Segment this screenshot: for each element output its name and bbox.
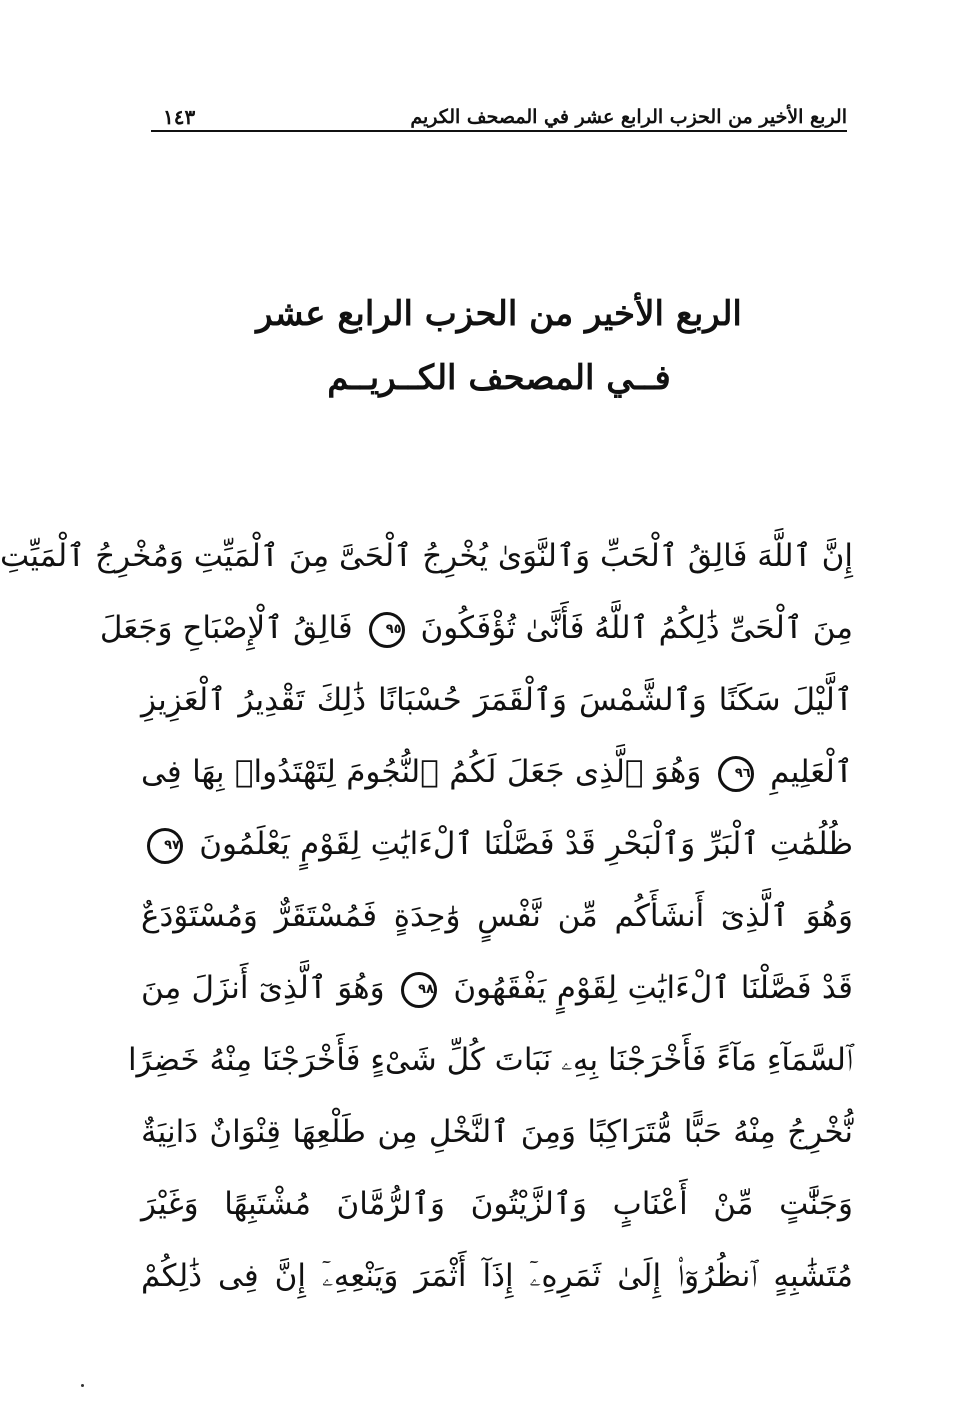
verse-line-3 bbox=[141, 664, 853, 736]
verse-line-9 bbox=[141, 1096, 853, 1168]
verse-text: ظُلُمَٰتِ ٱلْبَرِّ وَٱلْبَحْرِ قَدْ فَصَّلْنَا ٱلْءَايَٰتِ لِقَوْمٍ يَعْلَمُونَ bbox=[199, 826, 854, 862]
verse-line-11 bbox=[141, 1240, 853, 1312]
verse-line-1 bbox=[0, 520, 853, 592]
verse-text: وَهُوَ ٱلَّذِىٓ أَنزَلَ مِنَ bbox=[141, 970, 385, 1006]
verse-text: وَجَنَّٰتٍ مِّنْ أَعْنَابٍ وَٱلزَّيْتُونَ وَٱلرُّمَّانَ مُشْتَبِهًا وَغَيْرَ bbox=[141, 1186, 853, 1222]
verse-text: ٱلسَّمَآءِ مَآءً فَأَخْرَجْنَا بِهِۦ نَبَاتَ كُلِّ شَىْءٍ فَأَخْرَجْنَا مِنْهُ خَضِرًا bbox=[127, 1042, 853, 1078]
chapter-title bbox=[151, 282, 847, 410]
verse-text: قَدْ فَصَّلْنَا ٱلْءَايَٰتِ لِقَوْمٍ يَفْقَهُونَ bbox=[453, 970, 853, 1006]
verse-text: مِنَ ٱلْحَىِّ ذَٰلِكُمُ ٱللَّهُ فَأَنَّىٰ تُؤْفَكُونَ bbox=[420, 610, 853, 646]
verse-text: ٱلْعَلِيمِ bbox=[770, 754, 853, 790]
verse-text: نُّخْرِجُ مِنْهُ حَبًّا مُّتَرَاكِبًا وَمِنَ ٱلنَّخْلِ مِن طَلْعِهَا قِنْوَانٌ دَانِيَةٌ bbox=[141, 1114, 853, 1150]
verse-line-5 bbox=[141, 808, 853, 880]
chapter-title-line-1: الربع الأخير من الحزب الرابع عشر bbox=[256, 294, 742, 334]
running-header bbox=[151, 92, 847, 132]
verse-line-2 bbox=[99, 592, 853, 664]
ayah-number-marker: ٩٨ bbox=[401, 972, 437, 1008]
chapter-title-line-2: فــي المصحف الكــريــم bbox=[327, 358, 671, 398]
ayah-number-marker: ٩٧ bbox=[147, 828, 183, 864]
running-title: الربع الأخير من الحزب الرابع عشر في المصحف الكريم bbox=[410, 106, 847, 128]
verse-text: فَالِقُ ٱلْإِصْبَاحِ وَجَعَلَ bbox=[99, 610, 353, 646]
ayah-number-marker: ٩٦ bbox=[718, 756, 754, 792]
verse-line-7 bbox=[141, 952, 853, 1024]
header-rule bbox=[151, 130, 847, 132]
verse-text: إِنَّ ٱللَّهَ فَالِقُ ٱلْحَبِّ وَٱلنَّوَىٰ يُخْرِجُ ٱلْحَىَّ مِنَ ٱلْمَيِّتِ وَمُخْرِجُ ٱلْمَيِّتِ bbox=[0, 538, 853, 574]
quran-text-block bbox=[0, 520, 854, 1312]
page-number: ١٤٣ bbox=[163, 105, 196, 129]
verse-line-6 bbox=[141, 880, 853, 952]
verse-text: وَهُوَ ٱلَّذِى جَعَلَ لَكُمُ ٱلنُّجُومَ لِتَهْتَدُوا۟ بِهَا فِى bbox=[141, 754, 702, 790]
ayah-number-marker: ٩٥ bbox=[369, 612, 405, 648]
verse-line-10 bbox=[141, 1168, 853, 1240]
verse-text: ٱلَّيْلَ سَكَنًا وَٱلشَّمْسَ وَٱلْقَمَرَ حُسْبَانًا ذَٰلِكَ تَقْدِيرُ ٱلْعَزِيزِ bbox=[141, 682, 853, 718]
scan-speck bbox=[81, 1384, 84, 1387]
verse-text: مُتَشَٰبِهٍ ٱنظُرُوٓا۟ إِلَىٰ ثَمَرِهِۦٓ إِذَآ أَثْمَرَ وَيَنْعِهِۦٓ إِنَّ فِى ذَٰلِكُمْ bbox=[141, 1258, 853, 1294]
verse-text: وَهُوَ ٱلَّذِىٓ أَنشَأَكُم مِّن نَّفْسٍ وَٰحِدَةٍ فَمُسْتَقَرٌّ وَمُسْتَوْدَعٌ bbox=[141, 898, 853, 934]
verse-line-8 bbox=[127, 1024, 853, 1096]
verse-line-4 bbox=[141, 736, 853, 808]
